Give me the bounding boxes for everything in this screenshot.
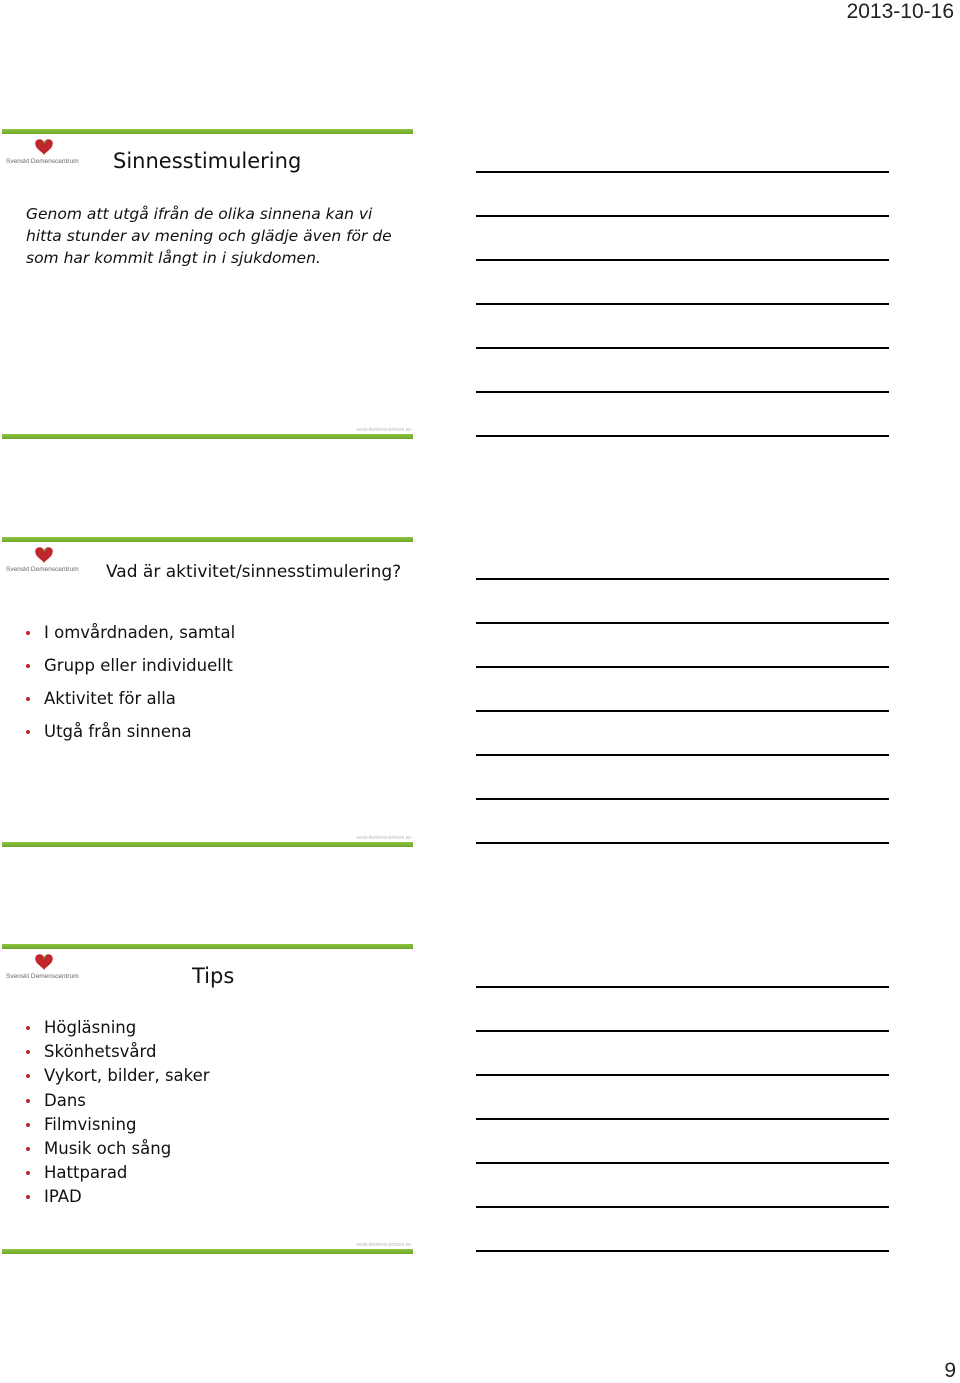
note-line (476, 1162, 889, 1164)
list-item: I omvårdnaden, samtal (24, 621, 235, 654)
slide-2 (2, 537, 413, 847)
list-item: Grupp eller individuellt (24, 654, 235, 687)
note-line (476, 1206, 889, 1208)
note-line (476, 1118, 889, 1120)
list-item: Skönhetsvård (24, 1040, 210, 1064)
note-line (476, 391, 889, 393)
slide-1 (2, 129, 413, 439)
list-item: Högläsning (24, 1016, 210, 1040)
note-line (476, 215, 889, 217)
note-line (476, 1074, 889, 1076)
list-item: Musik och sång (24, 1137, 210, 1161)
logo-text: Svenskt Demenscentrum (6, 158, 79, 165)
slide-bottom-bar (2, 1249, 413, 1254)
slide-title: Vad är aktivitet/sinnesstimulering? (106, 562, 402, 582)
list-item: Vykort, bilder, saker (24, 1064, 210, 1088)
list-item: IPAD (24, 1185, 210, 1209)
note-line (476, 1250, 889, 1252)
slide-title: Sinnesstimulering (113, 149, 302, 173)
note-line (476, 666, 889, 668)
logo-heart-icon (34, 547, 54, 565)
slide-bottom-bar (2, 842, 413, 847)
footer-url: www.demenscentrum.se (356, 835, 411, 841)
slide-bottom-bar (2, 434, 413, 439)
list-item: Dans (24, 1089, 210, 1113)
bullet-list (24, 1016, 210, 1210)
print-date: 2013-10-16 (846, 0, 954, 23)
note-line (476, 710, 889, 712)
note-line (476, 798, 889, 800)
logo-heart-icon (34, 139, 54, 157)
slide-top-bar (2, 537, 413, 542)
footer-url: www.demenscentrum.se (356, 427, 411, 433)
note-line (476, 754, 889, 756)
logo (6, 954, 80, 984)
note-line (476, 171, 889, 173)
slide-top-bar (2, 129, 413, 134)
slide-top-bar (2, 944, 413, 949)
note-line (476, 842, 889, 844)
logo-text: Svenskt Demenscentrum (6, 566, 79, 573)
page-number: 9 (944, 1359, 956, 1382)
list-item: Utgå från sinnena (24, 720, 235, 753)
note-line (476, 347, 889, 349)
slide-3 (2, 944, 413, 1254)
note-line (476, 622, 889, 624)
note-line (476, 578, 889, 580)
list-item: Hattparad (24, 1161, 210, 1185)
note-line (476, 435, 889, 437)
logo (6, 547, 80, 577)
logo-text: Svenskt Demenscentrum (6, 973, 79, 980)
list-item: Aktivitet för alla (24, 687, 235, 720)
note-line (476, 1030, 889, 1032)
logo-heart-icon (34, 954, 54, 972)
footer-url: www.demenscentrum.se (356, 1242, 411, 1248)
slide-body-text: Genom att utgå ifrån de olika sinnena kan vi hitta stunder av mening och glädje även för de som har kommit långt in i sjukdomen. (26, 205, 392, 267)
note-line (476, 303, 889, 305)
slide-title: Tips (192, 964, 235, 988)
list-item: Filmvisning (24, 1113, 210, 1137)
logo (6, 139, 80, 169)
bullet-list (24, 621, 235, 753)
note-line (476, 986, 889, 988)
note-line (476, 259, 889, 261)
